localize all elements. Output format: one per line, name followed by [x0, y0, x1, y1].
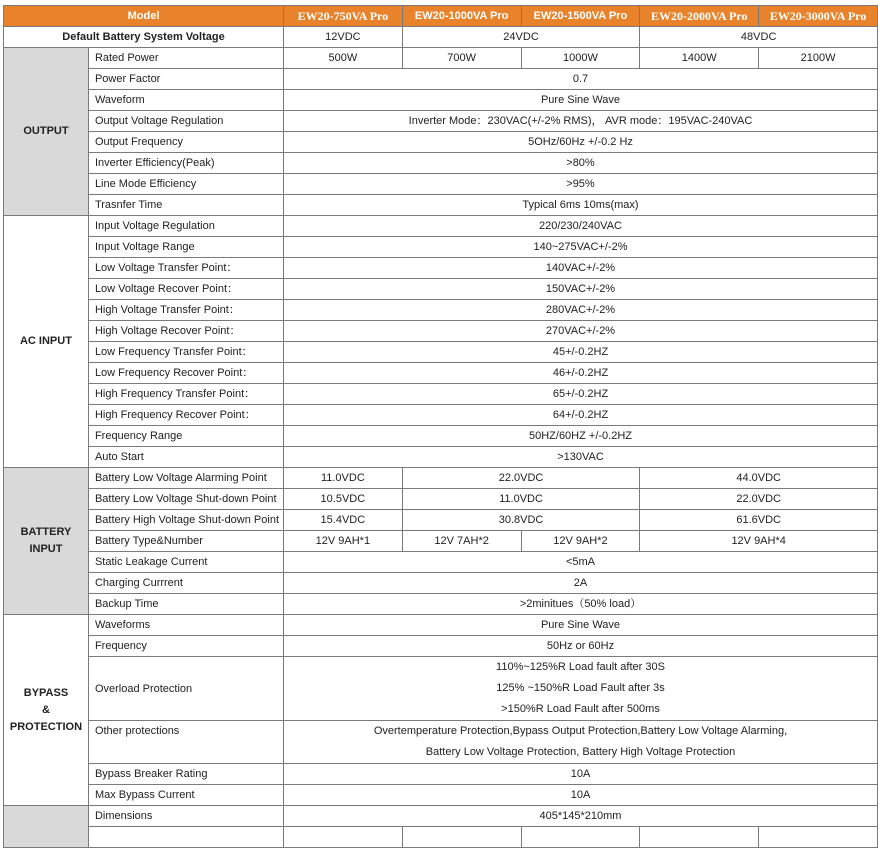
row-value: 0.7 — [284, 69, 878, 90]
table-row — [4, 111, 878, 132]
other-protections-line: Overtemperature Protection,Bypass Output Protection,Battery Low Voltage Alarming, — [373, 725, 788, 737]
table-row — [4, 657, 878, 721]
row-label: Battery Low Voltage Shut-down Point — [88, 489, 283, 510]
other-protections-values — [284, 721, 878, 764]
rated-power-1500: 1000W — [521, 48, 640, 69]
table-row — [4, 636, 878, 657]
row-label: Trasnfer Time — [88, 195, 283, 216]
row-value: 46+/-0.2HZ — [284, 363, 878, 384]
table-row — [4, 827, 878, 848]
table-row — [4, 279, 878, 300]
row-label: Output Voltage Regulation — [88, 111, 283, 132]
row-label: Frequency — [88, 636, 283, 657]
table-row — [4, 806, 878, 827]
low-shutdown-12v: 10.5VDC — [284, 489, 403, 510]
table-row — [4, 510, 878, 531]
rated-power-750: 500W — [284, 48, 403, 69]
row-value: 140VAC+/-2% — [284, 258, 878, 279]
rated-power-2000: 1400W — [640, 48, 759, 69]
row-label: Battery Type&Number — [88, 531, 283, 552]
table-row — [4, 216, 878, 237]
row-label: Line Mode Efficiency — [88, 174, 283, 195]
row-value: <5mA — [284, 552, 878, 573]
row-label: Low Voltage Recover Point： — [88, 279, 283, 300]
high-shutdown-24v: 30.8VDC — [402, 510, 640, 531]
table-row — [4, 174, 878, 195]
table-row — [4, 342, 878, 363]
row-label: Max Bypass Current — [88, 785, 283, 806]
row-value: >80% — [284, 153, 878, 174]
section-output: OUTPUT — [4, 48, 89, 216]
row-value: 220/230/240VAC — [284, 216, 878, 237]
row-label: Charging Currrent — [88, 573, 283, 594]
default-battery-12v: 12VDC — [284, 27, 403, 48]
high-shutdown-48v: 61.6VDC — [640, 510, 878, 531]
row-value: 50HZ/60HZ +/-0.2HZ — [284, 426, 878, 447]
table-row — [4, 573, 878, 594]
model-1000: EW20-1000VA Pro — [402, 6, 521, 27]
header-row — [4, 6, 878, 27]
row-value: Inverter Mode：230VAC(+/-2% RMS)， AVR mode：195VAC-240VAC — [284, 111, 878, 132]
section-bypass-line3: PROTECTION — [9, 720, 83, 733]
row-value: Typical 6ms 10ms(max) — [284, 195, 878, 216]
section-battery-input — [4, 468, 89, 615]
row-label: Low Voltage Transfer Point： — [88, 258, 283, 279]
row-value: 280VAC+/-2% — [284, 300, 878, 321]
row-value: 405*145*210mm — [284, 806, 878, 827]
section-bypass-line1: BYPASS — [23, 686, 69, 699]
rated-power-1000: 700W — [402, 48, 521, 69]
default-battery-24v: 24VDC — [402, 27, 640, 48]
table-row — [4, 363, 878, 384]
row-label: Dimensions — [88, 806, 283, 827]
battery-type-1500: 12V 9AH*2 — [521, 531, 640, 552]
row-label: Battery High Voltage Shut-down Point — [88, 510, 283, 531]
row-label: Other protections — [88, 721, 283, 764]
row-label: Static Leakage Current — [88, 552, 283, 573]
row-value — [402, 827, 521, 848]
table-row — [4, 237, 878, 258]
table-row — [4, 721, 878, 764]
table-row — [4, 384, 878, 405]
row-label: High Voltage Transfer Point： — [88, 300, 283, 321]
table-row — [4, 785, 878, 806]
row-value — [284, 827, 403, 848]
table-row — [4, 321, 878, 342]
table-row — [4, 153, 878, 174]
row-value: 45+/-0.2HZ — [284, 342, 878, 363]
table-row — [4, 531, 878, 552]
row-label: Frequency Range — [88, 426, 283, 447]
battery-type-48v: 12V 9AH*4 — [640, 531, 878, 552]
row-value: 140~275VAC+/-2% — [284, 237, 878, 258]
row-value: 64+/-0.2HZ — [284, 405, 878, 426]
section-bypass-protection — [4, 615, 89, 806]
spec-table — [3, 5, 878, 848]
table-row — [4, 48, 878, 69]
table-row — [4, 552, 878, 573]
low-alarm-12v: 11.0VDC — [284, 468, 403, 489]
low-alarm-24v: 22.0VDC — [402, 468, 640, 489]
row-value: >2minitues（50% load） — [284, 594, 878, 615]
row-label: High Frequency Transfer Point： — [88, 384, 283, 405]
row-value — [640, 827, 759, 848]
table-row — [4, 258, 878, 279]
row-value: 270VAC+/-2% — [284, 321, 878, 342]
row-label: Input Voltage Regulation — [88, 216, 283, 237]
table-row — [4, 69, 878, 90]
section-other — [4, 806, 89, 848]
table-row — [4, 426, 878, 447]
table-row — [4, 405, 878, 426]
row-value: 10A — [284, 785, 878, 806]
row-value: 50Hz or 60Hz — [284, 636, 878, 657]
row-label: Overload Protection — [88, 657, 283, 721]
row-value: Pure Sine Wave — [284, 615, 878, 636]
row-value: >130VAC — [284, 447, 878, 468]
low-shutdown-48v: 22.0VDC — [640, 489, 878, 510]
model-2000: EW20-2000VA Pro — [640, 6, 759, 27]
overload-line: 125% ~150%R Load Fault after 3s — [496, 682, 665, 694]
table-row — [4, 594, 878, 615]
table-row — [4, 195, 878, 216]
row-value: 150VAC+/-2% — [284, 279, 878, 300]
overload-line: 110%~125%R Load fault after 30S — [496, 661, 665, 673]
row-label: Low Frequency Transfer Point： — [88, 342, 283, 363]
battery-type-750: 12V 9AH*1 — [284, 531, 403, 552]
row-label: Waveform — [88, 90, 283, 111]
table-row — [4, 300, 878, 321]
row-value: 2A — [284, 573, 878, 594]
row-label: Rated Power — [88, 48, 283, 69]
overload-line: >150%R Load Fault after 500ms — [501, 703, 660, 715]
row-value: 10A — [284, 764, 878, 785]
model-3000: EW20-3000VA Pro — [759, 6, 878, 27]
table-row — [4, 764, 878, 785]
default-battery-label: Default Battery System Voltage — [4, 27, 284, 48]
row-label: Bypass Breaker Rating — [88, 764, 283, 785]
row-label: Output Frequency — [88, 132, 283, 153]
section-bypass-line2: & — [41, 703, 50, 716]
row-label — [88, 827, 283, 848]
row-label: Battery Low Voltage Alarming Point — [88, 468, 283, 489]
table-row — [4, 90, 878, 111]
low-alarm-48v: 44.0VDC — [640, 468, 878, 489]
table-row — [4, 447, 878, 468]
row-value — [759, 827, 878, 848]
row-value — [521, 827, 640, 848]
overload-protection-values — [284, 657, 878, 721]
section-ac-input: AC INPUT — [4, 216, 89, 468]
section-battery-line1: BATTERY — [20, 526, 72, 538]
model-header: Model — [4, 6, 284, 27]
row-value: >95% — [284, 174, 878, 195]
low-shutdown-24v: 11.0VDC — [402, 489, 640, 510]
row-label: Power Factor — [88, 69, 283, 90]
row-label: Auto Start — [88, 447, 283, 468]
model-750: EW20-750VA Pro — [284, 6, 403, 27]
section-battery-line2: INPUT — [29, 543, 63, 555]
row-label: Inverter Efficiency(Peak) — [88, 153, 283, 174]
rated-power-3000: 2100W — [759, 48, 878, 69]
row-label: Backup Time — [88, 594, 283, 615]
high-shutdown-12v: 15.4VDC — [284, 510, 403, 531]
row-value: Pure Sine Wave — [284, 90, 878, 111]
table-row — [4, 468, 878, 489]
row-value: 5OHz/60Hz +/-0.2 Hz — [284, 132, 878, 153]
table-row — [4, 489, 878, 510]
row-label: Input Voltage Range — [88, 237, 283, 258]
default-battery-row — [4, 27, 878, 48]
row-label: Low Frequency Recover Point： — [88, 363, 283, 384]
row-label: Waveforms — [88, 615, 283, 636]
default-battery-48v: 48VDC — [640, 27, 878, 48]
other-protections-line: Battery Low Voltage Protection, Battery High Voltage Protection — [425, 746, 736, 758]
row-value: 65+/-0.2HZ — [284, 384, 878, 405]
battery-type-1000: 12V 7AH*2 — [402, 531, 521, 552]
row-label: High Voltage Recover Point： — [88, 321, 283, 342]
model-1500: EW20-1500VA Pro — [521, 6, 640, 27]
table-row — [4, 132, 878, 153]
table-row — [4, 615, 878, 636]
row-label: High Frequency Recover Point： — [88, 405, 283, 426]
